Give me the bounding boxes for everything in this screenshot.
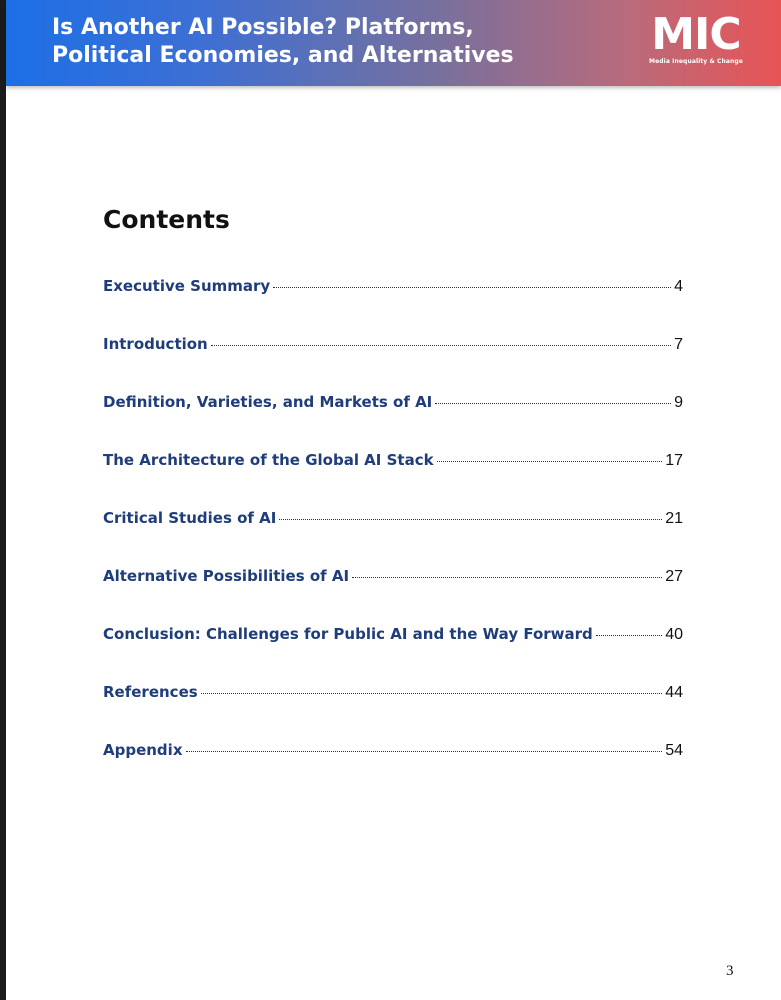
toc-entry-page: 4 — [674, 278, 683, 295]
toc-entry[interactable] — [103, 683, 683, 741]
toc-entry[interactable] — [103, 277, 683, 335]
toc-entry[interactable] — [103, 393, 683, 451]
toc-entry-title[interactable]: Executive Summary — [103, 277, 271, 295]
toc-entry[interactable] — [103, 625, 683, 683]
toc-entry-title[interactable]: Conclusion: Challenges for Public AI and the Way Forward — [103, 625, 593, 643]
toc-entry[interactable] — [103, 741, 683, 799]
toc-entry-page: 9 — [674, 394, 683, 411]
dot-leader — [352, 577, 662, 578]
report-title-line-2: Political Economies, and Alternatives — [52, 43, 514, 68]
toc-entry-page: 17 — [665, 452, 683, 469]
toc-entry-page: 7 — [674, 336, 683, 353]
toc-entry-title[interactable]: Appendix — [103, 741, 183, 759]
dot-leader — [596, 635, 662, 636]
report-title — [52, 14, 552, 70]
toc-entry-page: 21 — [665, 510, 683, 527]
dot-leader — [435, 403, 671, 404]
dot-leader — [201, 693, 663, 694]
toc-entry-page: 27 — [665, 568, 683, 585]
dot-leader — [211, 345, 671, 346]
toc-entry-page: 40 — [665, 626, 683, 643]
page-edge — [0, 0, 6, 1000]
toc-entry-title[interactable]: References — [103, 683, 198, 701]
toc-entry-title[interactable]: Introduction — [103, 335, 208, 353]
logo-subtitle: Media Inequality & Change — [649, 58, 743, 65]
toc-entry[interactable] — [103, 335, 683, 393]
header-banner — [6, 0, 781, 86]
toc-entry[interactable] — [103, 451, 683, 509]
dot-leader — [186, 751, 663, 752]
toc-entry[interactable] — [103, 509, 683, 567]
toc-entry-title[interactable]: Critical Studies of AI — [103, 509, 277, 527]
mic-logo — [646, 9, 746, 72]
toc-entry-title[interactable]: Definition, Varieties, and Markets of AI — [103, 393, 433, 411]
dot-leader — [279, 519, 662, 520]
report-title-line-1: Is Another AI Possible? Platforms, — [52, 15, 474, 40]
toc-entry[interactable] — [103, 567, 683, 625]
table-of-contents — [103, 277, 683, 799]
logo-mark: MIC — [651, 9, 741, 60]
toc-entry-page: 54 — [665, 742, 683, 759]
dot-leader — [437, 461, 663, 462]
contents-heading: Contents — [103, 205, 230, 234]
toc-entry-title[interactable]: The Architecture of the Global AI Stack — [103, 451, 434, 469]
page-number: 3 — [726, 963, 734, 979]
toc-entry-title[interactable]: Alternative Possibilities of AI — [103, 567, 350, 585]
toc-entry-page: 44 — [665, 684, 683, 701]
dot-leader — [273, 287, 671, 288]
